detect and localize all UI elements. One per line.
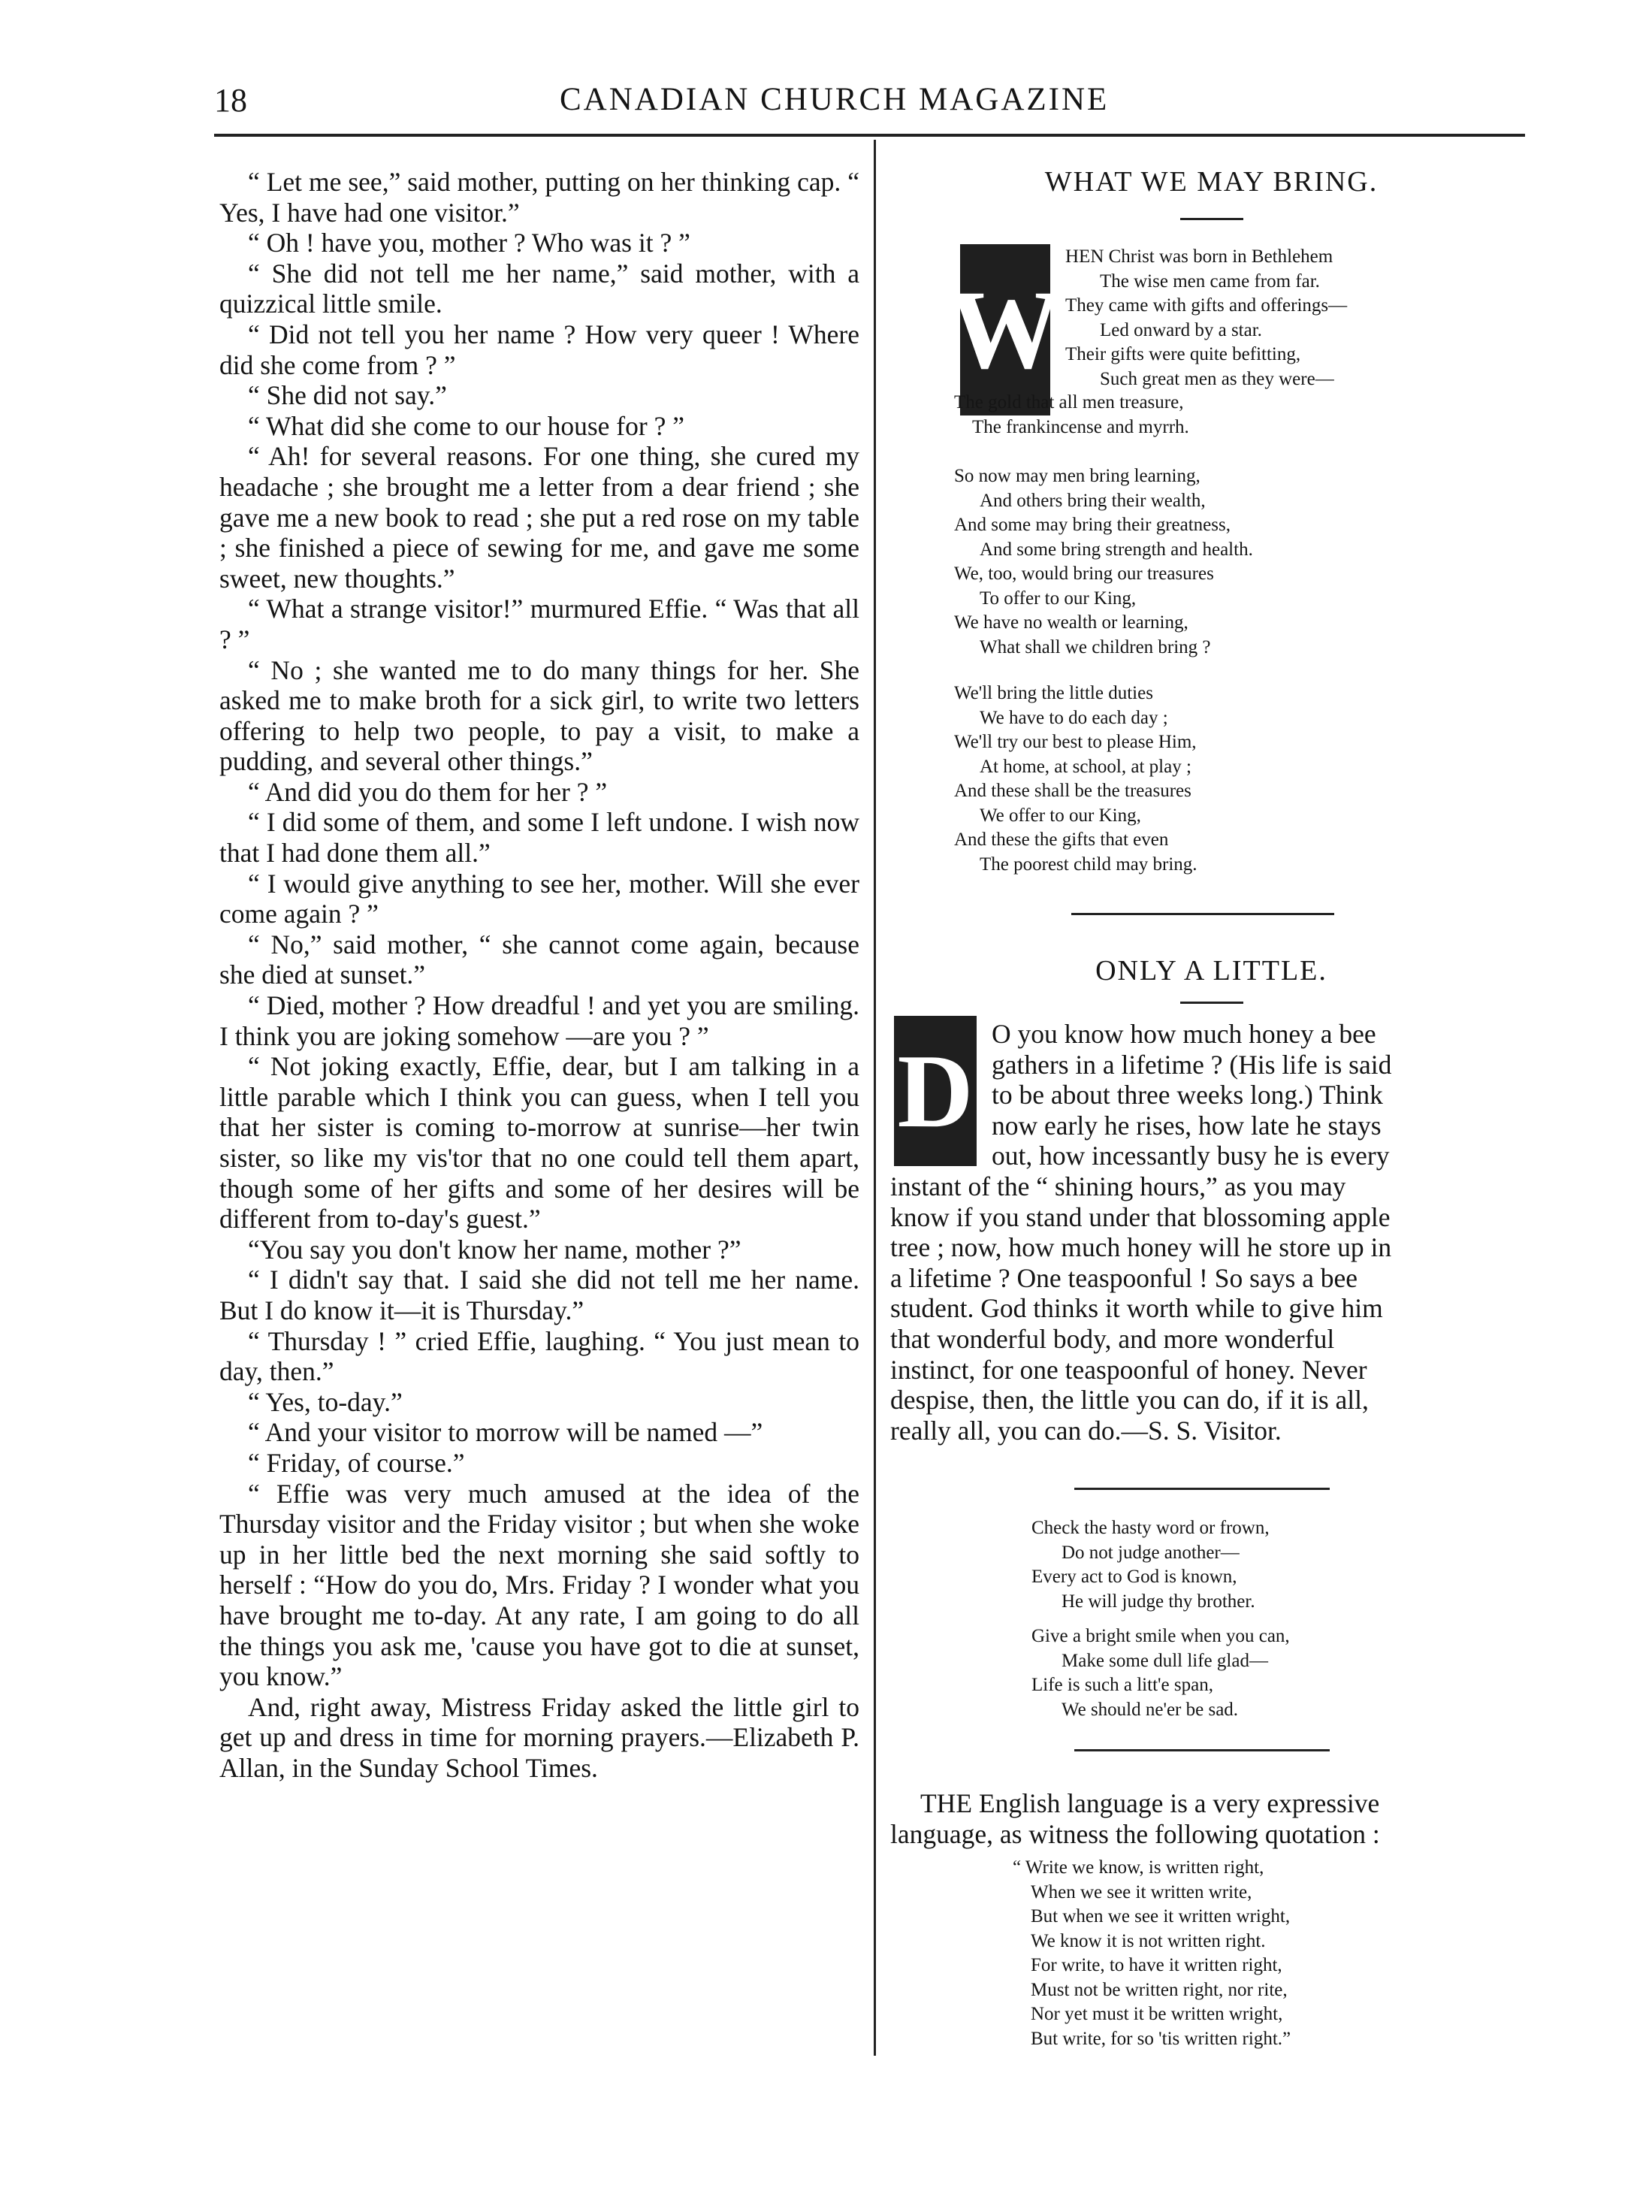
poem-line: They came with gifts and offerings— [1065,295,1348,316]
verse-line: Make some dull life glad— [1062,1650,1268,1671]
story-paragraph: “ And your visitor to morrow will be named —” [248,1417,763,1448]
title-rule [1180,218,1243,220]
english-quote [1013,1856,1291,2051]
quote-line: But write, for so 'tis written right.” [1031,2028,1291,2049]
poem-title: WHAT WE MAY BRING. [1044,166,1379,198]
section-divider [1074,1749,1330,1751]
article-line: to be about three weeks long.) Think [992,1080,1383,1111]
story-paragraph: “ Let me see,” said mother, putting on her thinking cap. “ Yes, I have had one visitor.” [219,167,859,228]
drop-cap-d: D [894,1016,977,1166]
story-paragraph: “ Died, mother ? How dreadful ! and yet you are smiling. I think you are joking somehow —are you ? ” [219,990,859,1051]
poem-line: What shall we children bring ? [980,636,1211,657]
verse-line: We should ne'er be sad. [1062,1699,1239,1720]
story-paragraph: “ Friday, of course.” [248,1447,465,1478]
poem-line: Such great men as they were— [1100,368,1334,389]
verse-line: He will judge thy brother. [1062,1591,1255,1612]
story-paragraph: “ What a strange visitor!” murmured Effie. “ Was that all ? ” [219,594,859,654]
poem-line: We offer to our King, [980,805,1141,826]
article-body [890,1171,1521,1446]
poem-line: We have no wealth or learning, [954,612,1188,633]
story-paragraph: “ Not joking exactly, Effie, dear, but I am talking in a little parable which I think you can guess, when I tell you that her sister is coming to-morrow at sunrise—her twin sister, so like my vis'tor that no one could tell them apart, though some of her gifts and some of her desires will be different from to-day's guest.” [219,1051,859,1234]
story-column [219,167,859,1783]
story-paragraph: “ I did some of them, and some I left undone. I wish now that I had done them all.” [219,807,859,869]
quote-line: For write, to have it written right, [1031,1955,1282,1975]
article-line: tree ; now, how much honey will he store up in [890,1232,1392,1263]
poem-line: The frankincense and myrrh. [972,416,1189,437]
header-rule [214,134,1525,137]
story-paragraph: “ I would give anything to see her, mother. Will she ever come again ? ” [219,868,859,929]
poem-stanza-1-end [954,391,1189,440]
story-paragraph: “ No ; she wanted me to do many things for her. She asked me to make broth for a sick girl, to write two letters offering to help two people, to pay a visit, to make a pudding, and several other things.” [219,654,859,777]
poem-stanza-2 [954,464,1253,660]
article-line: student. God thinks it worth while to give him [890,1293,1383,1324]
poem-line: And these the gifts that even [954,830,1169,850]
article-line: know if you stand under that blossoming apple [890,1201,1391,1232]
article-title: ONLY A LITTLE. [1095,955,1327,987]
article-line: despise, then, the little you can do, if it is all, [890,1385,1369,1416]
poem-stanza-3 [954,681,1197,877]
running-title: CANADIAN CHURCH MAGAZINE [560,82,1110,117]
story-paragraph: “ I didn't say that. I said she did not tell me her name. But I do know it—it is Thursday.” [219,1265,859,1325]
drop-cap-w: W [960,244,1050,416]
poem-line: We'll try our best to please Him, [954,732,1197,752]
verse-line: Life is such a litt'e span, [1031,1675,1213,1695]
story-paragraph: “ Did not tell you her name ? How very queer ! Where did she come from ? ” [219,319,859,380]
page-header [214,81,1521,126]
verse-line: Do not judge another— [1062,1542,1240,1563]
intro-line: language, as witness the following quotation : [890,1818,1380,1849]
section-divider [1071,913,1334,915]
story-paragraph: “ Thursday ! ” cried Effie, laughing. “ You just mean to day, then.” [219,1325,859,1387]
poem-line: So now may men bring learning, [954,466,1200,486]
story-paragraph: “ What did she come to our house for ? ” [248,410,684,441]
poem-line: And some may bring their greatness, [954,515,1231,535]
poem-line: HEN Christ was born in Bethlehem [1065,246,1333,267]
story-paragraph: “ Yes, to-day.” [248,1386,403,1417]
poem-line: The gold that all men treasure, [954,392,1184,412]
story-paragraph: “ She did not tell me her name,” said mother, with a quizzical little smile. [219,258,859,319]
quote-line: Nor yet must it be written wright, [1031,2004,1283,2024]
story-paragraph: “ And did you do them for her ? ” [248,776,608,807]
page-number: 18 [214,82,247,119]
article-line: that wonderful body, and more wonderful [890,1323,1335,1354]
story-paragraph: “ She did not say.” [248,380,447,411]
verse-line: Check the hasty word or frown, [1031,1518,1270,1538]
title-rule [1180,1002,1243,1004]
article-line: a lifetime ? One teaspoonful ! So says a bee [890,1262,1358,1293]
poem-line: And some bring strength and health. [980,539,1253,560]
article-body-indented [992,1019,1521,1171]
article-line: now early he rises, how late he stays [992,1110,1382,1141]
intro-line: THE English language is a very expressive [920,1788,1380,1818]
story-paragraph: “ No,” said mother, “ she cannot come again, because she died at sunset.” [219,929,859,990]
story-paragraph: “ Effie was very much amused at the idea of the Thursday visitor and the Friday visitor ; but when she woke up in her little bed the next morning she said softly to herself : “How do you do, Mrs. Friday ? I wonder what you have brought me to-day. At any rate, I am going to do all the things you ask me, 'cause you have got to die at sunset, you know.” [219,1478,859,1692]
verse-line: Give a bright smile when you can, [1031,1626,1290,1646]
poem-line: We'll bring the little duties [954,683,1153,703]
poem-line: Their gifts were quite befitting, [1065,344,1301,364]
poem-line: And these shall be the treasures [954,781,1191,801]
english-intro [890,1788,1521,1849]
article-line: instant of the “ shining hours,” as you may [890,1171,1346,1201]
poem-line: We, too, would bring our treasures [954,564,1214,584]
poem-line: The wise men came from far. [1100,270,1320,292]
quote-line: “ Write we know, is written right, [1013,1857,1264,1878]
story-paragraph: “ Ah! for several reasons. For one thing, she cured my headache ; she brought me a letter from a dear friend ; she gave me a new book to read ; she put a red rose on my table ; she finished a piece of sewing for me, and gave me some sweet, new thoughts.” [219,441,859,594]
section-divider [1074,1488,1330,1490]
quote-line: But when we see it written wright, [1031,1906,1291,1926]
article-line: instinct, for one teaspoonful of honey. Never [890,1354,1367,1385]
verse-line: Every act to God is known, [1031,1567,1237,1587]
poem-line: The poorest child may bring. [980,854,1197,875]
quote-line: When we see it written write, [1031,1881,1252,1902]
story-paragraph: And, right away, Mistress Friday asked the little girl to get up and dress in time for morning prayers.—Elizabeth P. Allan, in the Sunday School Times. [219,1691,859,1783]
quote-line: We know it is not written right. [1031,1930,1266,1951]
poem-line: And others bring their wealth, [980,490,1206,511]
quote-line: Must not be written right, nor rite, [1031,1979,1288,2000]
column-divider [874,140,876,2056]
poem-line: At home, at school, at play ; [980,756,1191,777]
poem-stanza-1 [1065,245,1347,391]
poem-line: We have to do each day ; [980,707,1168,728]
poem-line: To offer to our King, [980,588,1137,609]
poem-line: Led onward by a star. [1100,319,1262,340]
article-line: gathers in a lifetime ? (His life is said [992,1049,1392,1080]
story-paragraph: “You say you don't know her name, mother ?” [248,1234,741,1265]
article-line: O you know how much honey a bee [992,1019,1376,1049]
story-paragraph: “ Oh ! have you, mother ? Who was it ? ” [248,228,690,258]
verse-check-the-hasty-word [1031,1516,1290,1722]
article-line: out, how incessantly busy he is every [992,1141,1390,1171]
article-line: really all, you can do.—S. S. Visitor. [890,1415,1282,1446]
